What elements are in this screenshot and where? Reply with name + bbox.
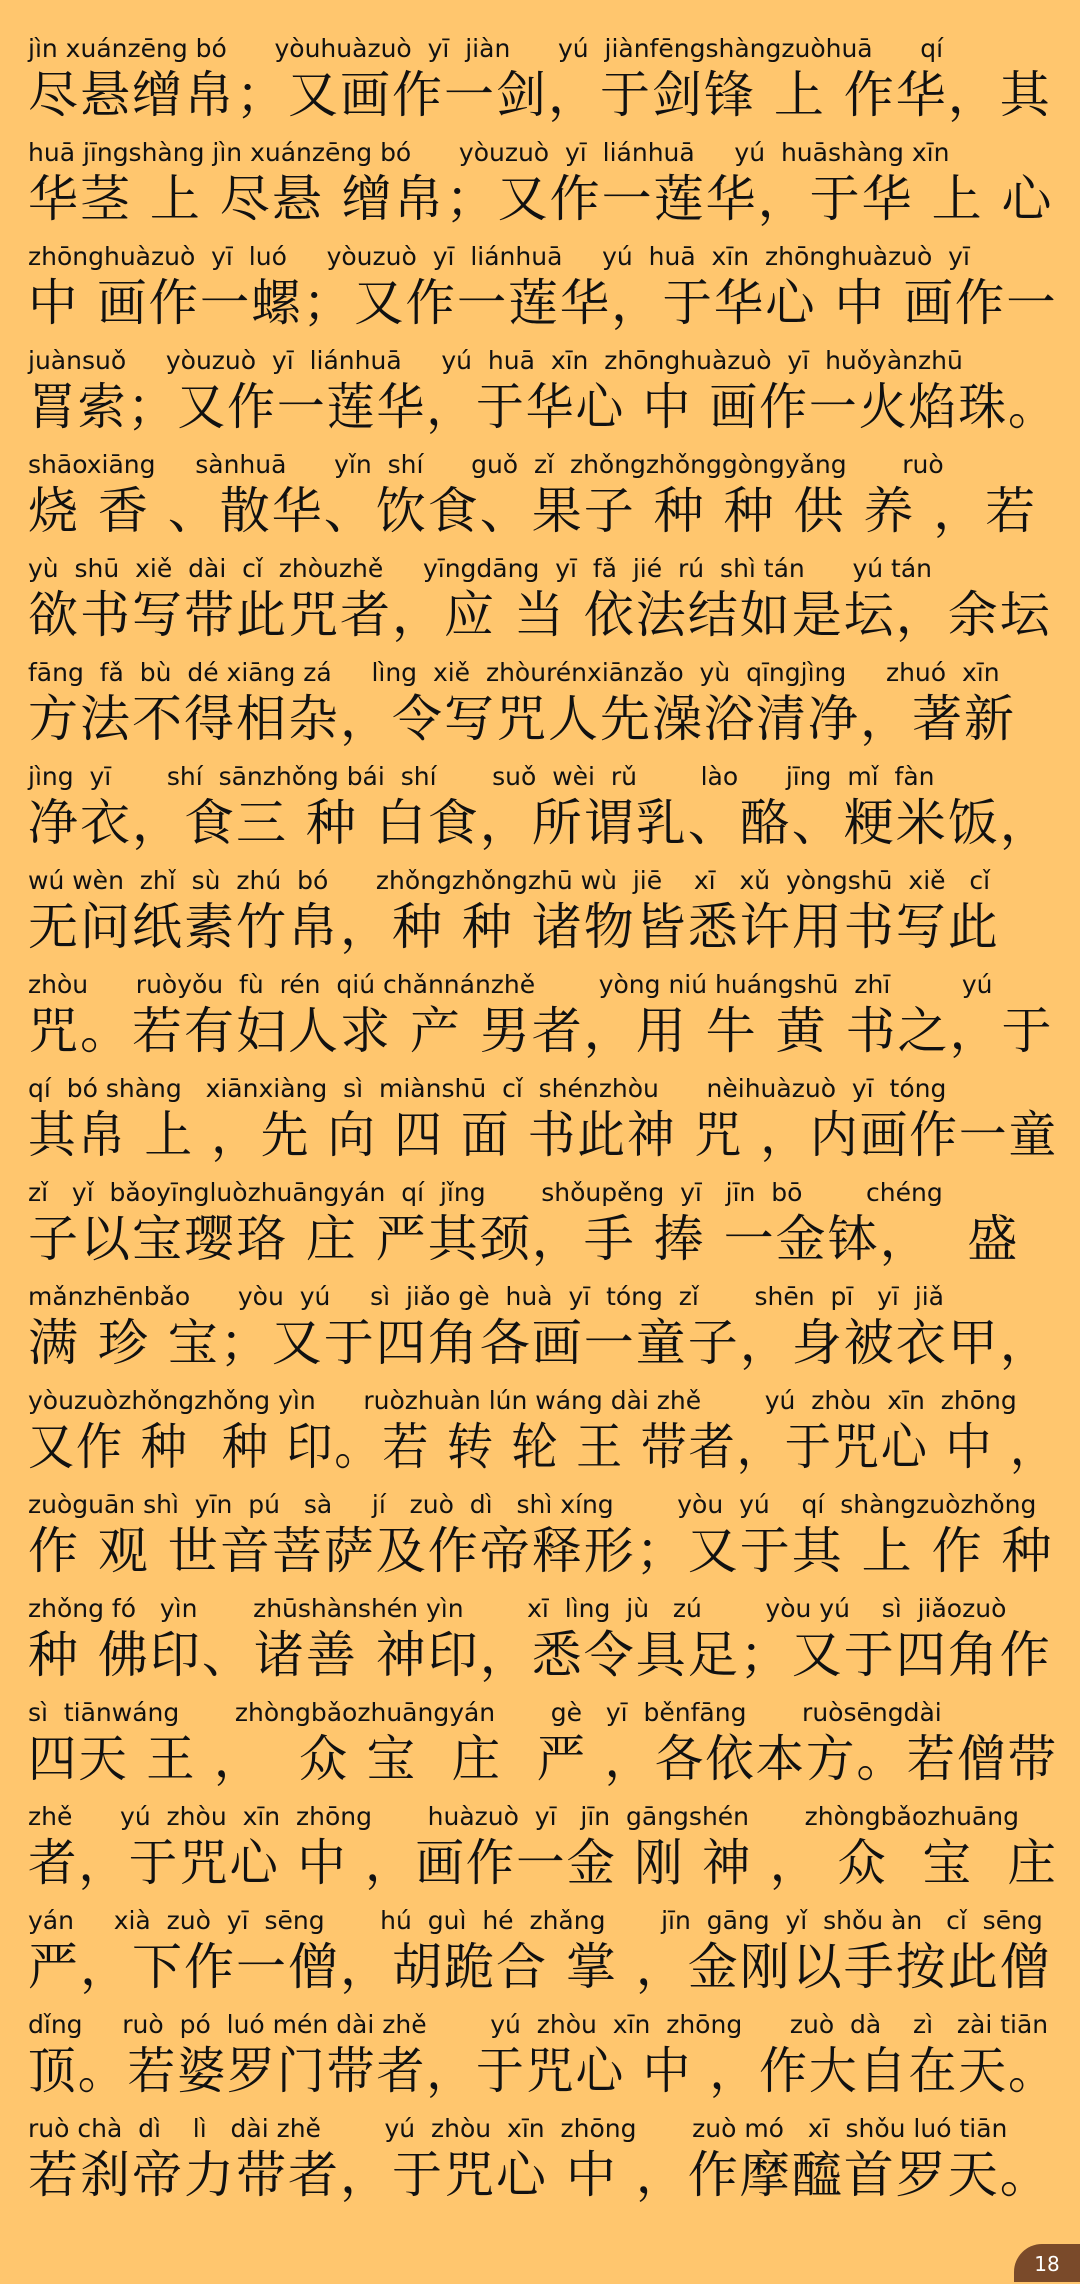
pinyin-annotation: zǐ yǐ bǎoyīngluòzhuāngyán qí jǐng shǒupěng yī jīn bō chéng xyxy=(28,1178,943,1207)
chinese-text: 方法不得相杂，令写咒人先澡浴清净，著新 xyxy=(28,690,1016,748)
text-line xyxy=(28,658,1058,762)
pinyin-annotation: jìng yī shí sānzhǒng bái shí suǒ wèi rǔ lào jīng mǐ fàn xyxy=(28,762,935,791)
pinyin-annotation: zhòu ruòyǒu fù rén qiú chǎnnánzhě yòng niú huángshū zhī yú xyxy=(28,970,993,999)
text-line xyxy=(28,1906,1058,2010)
chinese-text: 满 珍 宝；又于四角各画一童子，身被衣甲， xyxy=(28,1314,1052,1372)
text-line xyxy=(28,34,1058,138)
pinyin-annotation: ruò chà dì lì dài zhě yú zhòu xīn zhōng zuò mó xī shǒu luó tiān xyxy=(28,2114,1008,2143)
text-line xyxy=(28,346,1058,450)
text-line xyxy=(28,1594,1058,1698)
text-line xyxy=(28,242,1058,346)
chinese-text: 罥索；又作一莲华，于华心 中 画作一火焰珠。 xyxy=(28,378,1058,436)
pinyin-annotation: mǎnzhēnbǎo yòu yú sì jiǎo gè huà yī tóng zǐ shēn pī yī jiǎ xyxy=(28,1282,944,1311)
pinyin-annotation: zhǒng fó yìn zhūshànshén yìn xī lìng jù zú yòu yú sì jiǎozuò xyxy=(28,1594,1007,1623)
text-line xyxy=(28,1386,1058,1490)
chinese-text: 又作 种 种 印。若 转 轮 王 带者，于咒心 中 ， xyxy=(28,1418,1058,1476)
pinyin-annotation: dǐng ruò pó luó mén dài zhě yú zhòu xīn zhōng zuò dà zì zài tiān xyxy=(28,2010,1049,2039)
pinyin-annotation: huā jīngshàng jìn xuánzēng bó yòuzuò yī liánhuā yú huāshàng xīn xyxy=(28,138,950,167)
chinese-text: 烧 香 、散华、饮食、果子 种 种 供 养 ，若 xyxy=(28,482,1038,540)
pinyin-annotation: zuòguān shì yīn pú sà jí zuò dì shì xíng yòu yú qí shàngzuòzhǒng xyxy=(28,1490,1037,1519)
chinese-text: 子以宝璎珞 庄 严其颈，手 捧 一金钵， 盛 xyxy=(28,1210,1020,1268)
text-line xyxy=(28,1698,1058,1802)
pinyin-annotation: juànsuǒ yòuzuò yī liánhuā yú huā xīn zhōnghuàzuò yī huǒyànzhū xyxy=(28,346,963,375)
chinese-text: 种 佛印、诸善 神印，悉令具足；又于四角作 xyxy=(28,1626,1052,1684)
pinyin-annotation: jìn xuánzēng bó yòuhuàzuò yī jiàn yú jiànfēngshàngzuòhuā qí xyxy=(28,34,944,63)
pinyin-annotation: qí bó shàng xiānxiàng sì miànshū cǐ shénzhòu nèihuàzuò yī tóng xyxy=(28,1074,947,1103)
text-line xyxy=(28,554,1058,658)
chinese-text: 四天 王 ， 众 宝 庄 严 ，各依本方。若僧带 xyxy=(28,1730,1058,1788)
pinyin-annotation: fāng fǎ bù dé xiāng zá lìng xiě zhòurénxiānzǎo yù qīngjìng zhuó xīn xyxy=(28,658,1000,687)
chinese-text: 严，下作一僧，胡跪合 掌 ，金刚以手按此僧 xyxy=(28,1938,1052,1996)
pinyin-annotation: zhōnghuàzuò yī luó yòuzuò yī liánhuā yú huā xīn zhōnghuàzuò yī xyxy=(28,242,970,271)
chinese-text: 中 画作一螺；又作一莲华，于华心 中 画作一 xyxy=(28,274,1058,332)
chinese-text: 若刹帝力带者，于咒心 中 ，作摩醯首罗天。 xyxy=(28,2146,1052,2204)
chinese-text: 其帛 上 ，先 向 四 面 书此神 咒 ，内画作一童 xyxy=(28,1106,1059,1164)
sutra-text-block xyxy=(28,34,1058,2218)
chinese-text: 净衣，食三 种 白食，所谓乳、酪、粳米饭， xyxy=(28,794,1052,852)
text-line xyxy=(28,1490,1058,1594)
chinese-text: 者，于咒心 中 ，画作一金 刚 神 ， 众 宝 庄 xyxy=(28,1834,1058,1892)
chinese-text: 尽悬缯帛；又画作一剑，于剑锋 上 作华，其 xyxy=(28,66,1052,124)
page-number-tab: 18 xyxy=(1014,2244,1080,2282)
chinese-text: 无问纸素竹帛，种 种 诸物皆悉许用书写此 xyxy=(28,898,1000,956)
text-line xyxy=(28,762,1058,866)
chinese-text: 作 观 世音菩萨及作帝释形；又于其 上 作 种 xyxy=(28,1522,1054,1580)
pinyin-annotation: zhě yú zhòu xīn zhōng huàzuò yī jīn gāngshén zhòngbǎozhuāng xyxy=(28,1802,1019,1831)
chinese-text: 华茎 上 尽悬 缯帛；又作一莲华，于华 上 心 xyxy=(28,170,1054,228)
text-line xyxy=(28,138,1058,242)
text-line xyxy=(28,1282,1058,1386)
pinyin-annotation: yòuzuòzhǒngzhǒng yìn ruòzhuàn lún wáng dài zhě yú zhòu xīn zhōng xyxy=(28,1386,1017,1415)
text-line xyxy=(28,1802,1058,1906)
pinyin-annotation: wú wèn zhǐ sù zhú bó zhǒngzhǒngzhū wù jiē xī xǔ yòngshū xiě cǐ xyxy=(28,866,991,895)
pinyin-annotation: yù shū xiě dài cǐ zhòuzhě yīngdāng yī fǎ jié rú shì tán yú tán xyxy=(28,554,933,583)
pinyin-annotation: yán xià zuò yī sēng hú guì hé zhǎng jīn gāng yǐ shǒu àn cǐ sēng xyxy=(28,1906,1043,1935)
text-line xyxy=(28,2114,1058,2218)
text-line xyxy=(28,1178,1058,1282)
chinese-text: 咒。若有妇人求 产 男者，用 牛 黄 书之，于 xyxy=(28,1002,1054,1060)
chinese-text: 欲书写带此咒者，应 当 依法结如是坛，余坛 xyxy=(28,586,1052,644)
text-line xyxy=(28,866,1058,970)
pinyin-annotation: sì tiānwáng zhòngbǎozhuāngyán gè yī běnfāng ruòsēngdài xyxy=(28,1698,942,1727)
pinyin-annotation: shāoxiāng sànhuā yǐn shí guǒ zǐ zhǒngzhǒnggòngyǎng ruò xyxy=(28,450,944,479)
text-line xyxy=(28,450,1058,554)
chinese-text: 顶。若婆罗门带者，于咒心 中 ，作大自在天。 xyxy=(28,2042,1058,2100)
text-line xyxy=(28,970,1058,1074)
text-line xyxy=(28,2010,1058,2114)
text-line xyxy=(28,1074,1058,1178)
